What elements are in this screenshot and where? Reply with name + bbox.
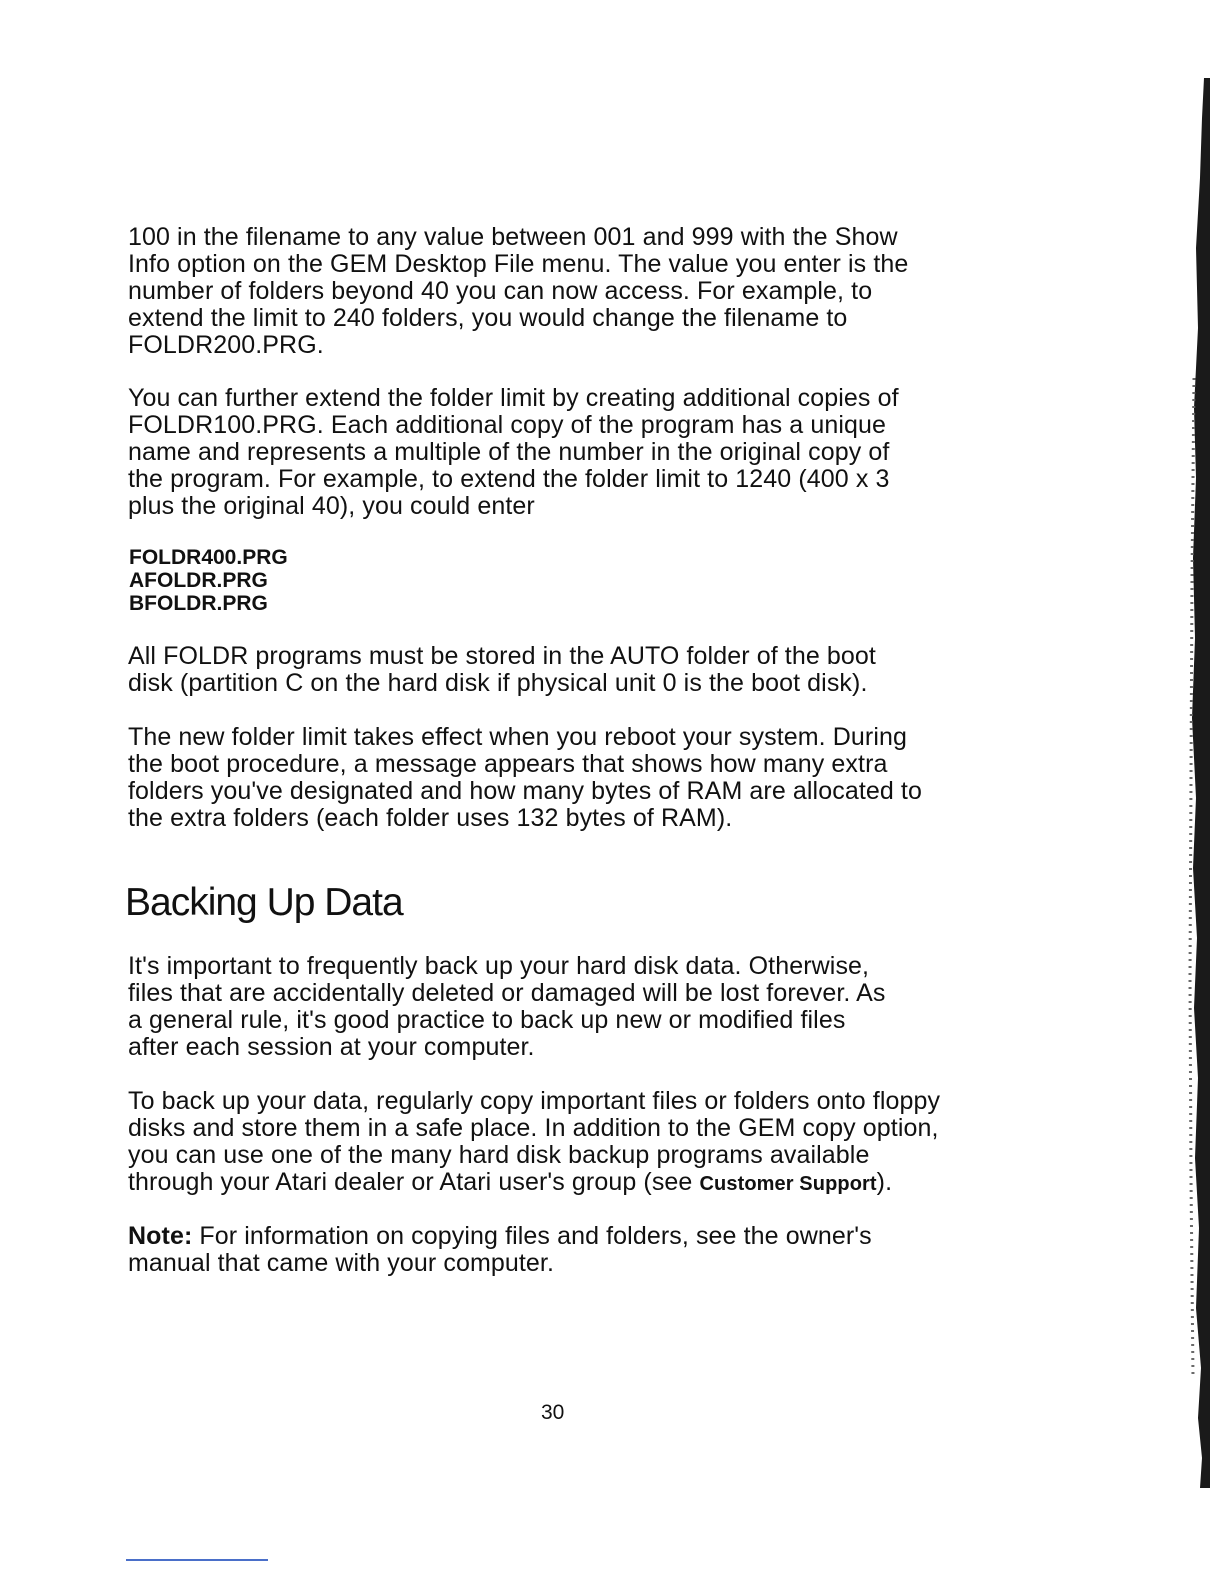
paragraph-line: name and represents a multiple of the number in the original copy of bbox=[128, 438, 890, 466]
paragraph-backup-method bbox=[128, 1088, 1028, 1198]
paragraph-line-text: ). bbox=[876, 1168, 893, 1196]
paragraph-line: disks and store them in a safe place. In addition to the GEM copy option, bbox=[128, 1114, 939, 1142]
page-number: 30 bbox=[541, 1401, 565, 1424]
paragraph-line bbox=[128, 1223, 1028, 1250]
paragraph-line-text: through your Atari dealer or Atari user's group (see bbox=[128, 1168, 700, 1196]
filename-item: FOLDR400.PRG bbox=[129, 546, 288, 569]
paragraph-line: the boot procedure, a message appears that shows how many extra bbox=[128, 750, 888, 778]
paragraph-line: folders you've designated and how many bytes of RAM are allocated to bbox=[128, 777, 922, 805]
paragraph-line: Info option on the GEM Desktop File menu. The value you enter is the bbox=[128, 250, 909, 278]
paragraph-line: the extra folders (each folder uses 132 bytes of RAM). bbox=[128, 804, 733, 832]
footer-rule bbox=[126, 1559, 268, 1561]
paragraph-auto-folder bbox=[128, 643, 1028, 697]
note-label: Note: bbox=[128, 1222, 193, 1250]
paragraph-extend-limit bbox=[128, 385, 1028, 520]
filename-item: BFOLDR.PRG bbox=[129, 592, 268, 615]
paragraph-line-text: For information on copying files and folders, see the owner's bbox=[192, 1222, 872, 1250]
paragraph-line: files that are accidentally deleted or damaged will be lost forever. As bbox=[128, 979, 886, 1007]
paragraph-line: extend the limit to 240 folders, you would change the filename to bbox=[128, 304, 848, 332]
paragraph-reboot bbox=[128, 724, 1028, 832]
customer-support-reference: Customer Support bbox=[699, 1173, 877, 1195]
note-paragraph bbox=[128, 1223, 1028, 1277]
paragraph-line: after each session at your computer. bbox=[128, 1033, 535, 1061]
paragraph-line bbox=[128, 1169, 1028, 1198]
paragraph-folder-filename bbox=[128, 224, 1028, 359]
filename-list bbox=[129, 546, 288, 615]
paragraph-line: the program. For example, to extend the folder limit to 1240 (400 x 3 bbox=[128, 465, 890, 493]
paragraph-line: you can use one of the many hard disk backup programs available bbox=[128, 1141, 870, 1169]
paragraph-line: number of folders beyond 40 you can now access. For example, to bbox=[128, 277, 873, 305]
paragraph-line: You can further extend the folder limit by creating additional copies of bbox=[128, 384, 899, 412]
filename-item: AFOLDR.PRG bbox=[129, 569, 268, 592]
section-heading: Backing Up Data bbox=[125, 881, 403, 924]
paragraph-line: It's important to frequently back up your hard disk data. Otherwise, bbox=[128, 952, 870, 980]
paragraph-line: manual that came with your computer. bbox=[128, 1249, 555, 1277]
paragraph-line: 100 in the filename to any value between 001 and 999 with the Show bbox=[128, 223, 898, 251]
paragraph-line: FOLDR200.PRG. bbox=[128, 331, 324, 359]
paragraph-line: All FOLDR programs must be stored in the AUTO folder of the boot bbox=[128, 642, 876, 670]
paragraph-line: To back up your data, regularly copy important files or folders onto floppy bbox=[128, 1087, 941, 1115]
scan-binding-edge bbox=[1180, 78, 1210, 1488]
paragraph-backup-importance bbox=[128, 953, 1028, 1061]
paragraph-line: FOLDR100.PRG. Each additional copy of the program has a unique bbox=[128, 411, 887, 439]
paragraph-line: The new folder limit takes effect when you reboot your system. During bbox=[128, 723, 908, 751]
paragraph-line: plus the original 40), you could enter bbox=[128, 492, 535, 520]
paragraph-line: disk (partition C on the hard disk if physical unit 0 is the boot disk). bbox=[128, 669, 868, 697]
paragraph-line: a general rule, it's good practice to back up new or modified files bbox=[128, 1006, 846, 1034]
